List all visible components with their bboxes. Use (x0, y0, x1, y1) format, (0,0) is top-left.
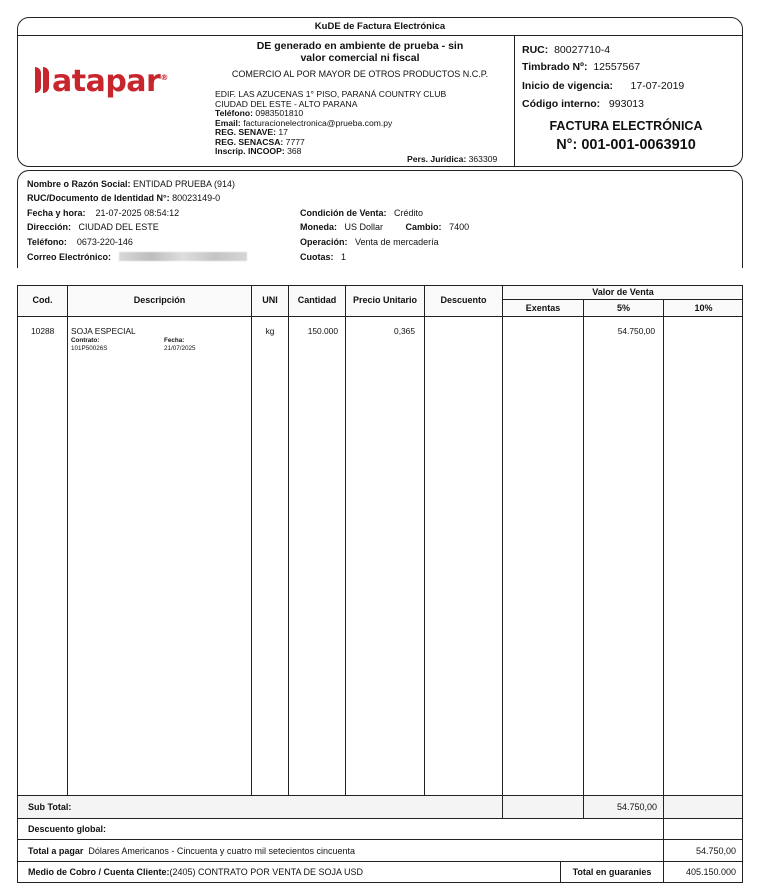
header-price: Precio Unitario (352, 295, 417, 305)
row-contract: 101P50026S (71, 345, 108, 352)
col-divider (288, 285, 289, 795)
col-divider (583, 299, 584, 818)
header-5pct: 5% (616, 303, 630, 313)
codigo-interno: Código interno: 993013 (522, 98, 644, 110)
col-divider (67, 285, 68, 795)
total-guaranies-value: 405.150.000 (685, 867, 736, 877)
header-description: Descripción (133, 295, 186, 305)
header-10pct: 10% (694, 303, 713, 313)
subtotal-label: Sub Total: (28, 802, 72, 812)
row-date-label: Fecha: (164, 337, 185, 344)
row-divider (17, 818, 743, 819)
header-sale-value: Valor de Venta (592, 287, 654, 297)
row-price: 0,365 (394, 326, 415, 336)
client-name: Nombre o Razón Social: ENTIDAD PRUEBA (914) (27, 179, 236, 189)
row-description: SOJA ESPECIAL (71, 326, 136, 336)
col-divider (502, 795, 503, 818)
issuer-address-2: CIUDAD DEL ESTE - ALTO PARANA (215, 98, 358, 109)
header-uni: UNI (262, 295, 278, 305)
col-divider (663, 795, 664, 818)
total-guaranies-label: Total en guaranies (572, 867, 652, 877)
row-divider (502, 299, 743, 300)
datapar-logo: atapar® (35, 64, 168, 99)
issuer-ruc: RUC: 80027710-4 (522, 44, 611, 56)
row-5pct: 54.750,00 (617, 326, 655, 336)
payment-method: Medio de Cobro / Cuenta Cliente:(2405) CONTRATO POR VENTA DE SOJA USD (28, 867, 364, 877)
test-environment-notice: DE generado en ambiente de prueba - sin valor comercial ni fiscal (256, 40, 464, 64)
issuer-pers-juridica: Pers. Jurídica: 363309 (407, 154, 498, 164)
document-title: KuDE de Factura Electrónica (18, 18, 742, 36)
col-divider (502, 285, 503, 818)
sale-condition: Condición de Venta: Crédito (300, 208, 424, 218)
client-phone: Teléfono: 0673-220-146 (27, 237, 133, 247)
client-ruc: RUC/Documento de Identidad N°: 80023149-0 (27, 193, 221, 203)
header-qty: Cantidad (297, 295, 337, 305)
document-type: FACTURA ELECTRÓNICA (549, 119, 703, 133)
col-divider (424, 285, 425, 795)
total-to-pay: Total a pagar Dólares Americanos - Cincuenta y cuatro mil setecientos cincuenta (28, 846, 355, 856)
installments: Cuotas: 1 (300, 252, 347, 262)
issuer-senacsa: REG. SENACSA: 7777 (215, 136, 305, 147)
row-divider (17, 839, 743, 840)
issuer-incoop: Inscrip. INCOOP: 368 (215, 146, 302, 156)
col-divider (251, 285, 252, 795)
row-divider (17, 316, 743, 317)
logo-mark-icon (35, 67, 50, 93)
issuer-activity: COMERCIO AL POR MAYOR DE OTROS PRODUCTOS N.C.P. (231, 69, 489, 79)
issuer-address-1: EDIF. LAS AZUCENAS 1° PISO, PARANÁ COUNTRY CLUB (215, 89, 447, 99)
issuer-senave: REG. SENAVE: 17 (215, 127, 288, 137)
col-divider (345, 285, 346, 795)
row-date: 21/07/2025 (164, 345, 196, 352)
redacted-email (119, 252, 247, 261)
total-value: 54.750,00 (695, 846, 736, 856)
operation: Operación: Venta de mercadería (300, 237, 439, 247)
items-table (17, 285, 743, 883)
client-email: Correo Electrónico: (27, 252, 247, 262)
header-exentas: Exentas (525, 303, 561, 313)
issuer-details (215, 90, 446, 157)
currency: Moneda: US Dollar Cambio: 7400 (300, 222, 470, 232)
subtotal-5pct: 54.750,00 (616, 802, 657, 812)
timbrado: Timbrado Nº: 12557567 (522, 61, 641, 73)
invoice-number: N°: 001-001-0063910 (556, 137, 696, 153)
global-discount-label: Descuento global: (28, 824, 107, 834)
row-qty: 150.000 (307, 326, 338, 336)
issuer-phone: Teléfono: 0983501810 (215, 108, 304, 118)
vigencia: Inicio de vigencia: 17-07-2019 (522, 80, 685, 92)
header-cod: Cod. (32, 295, 53, 305)
row-uni: kg (265, 326, 275, 336)
issuer-email: Email: facturacionelectronica@prueba.com.py (215, 117, 393, 128)
row-divider (17, 861, 743, 862)
row-cod: 10288 (31, 326, 55, 336)
client-date: Fecha y hora: 21-07-2025 08:54:12 (27, 208, 180, 218)
header-discount: Descuento (440, 295, 487, 305)
row-contract-label: Contrato: (71, 337, 100, 344)
client-address: Dirección: CIUDAD DEL ESTE (27, 222, 159, 232)
